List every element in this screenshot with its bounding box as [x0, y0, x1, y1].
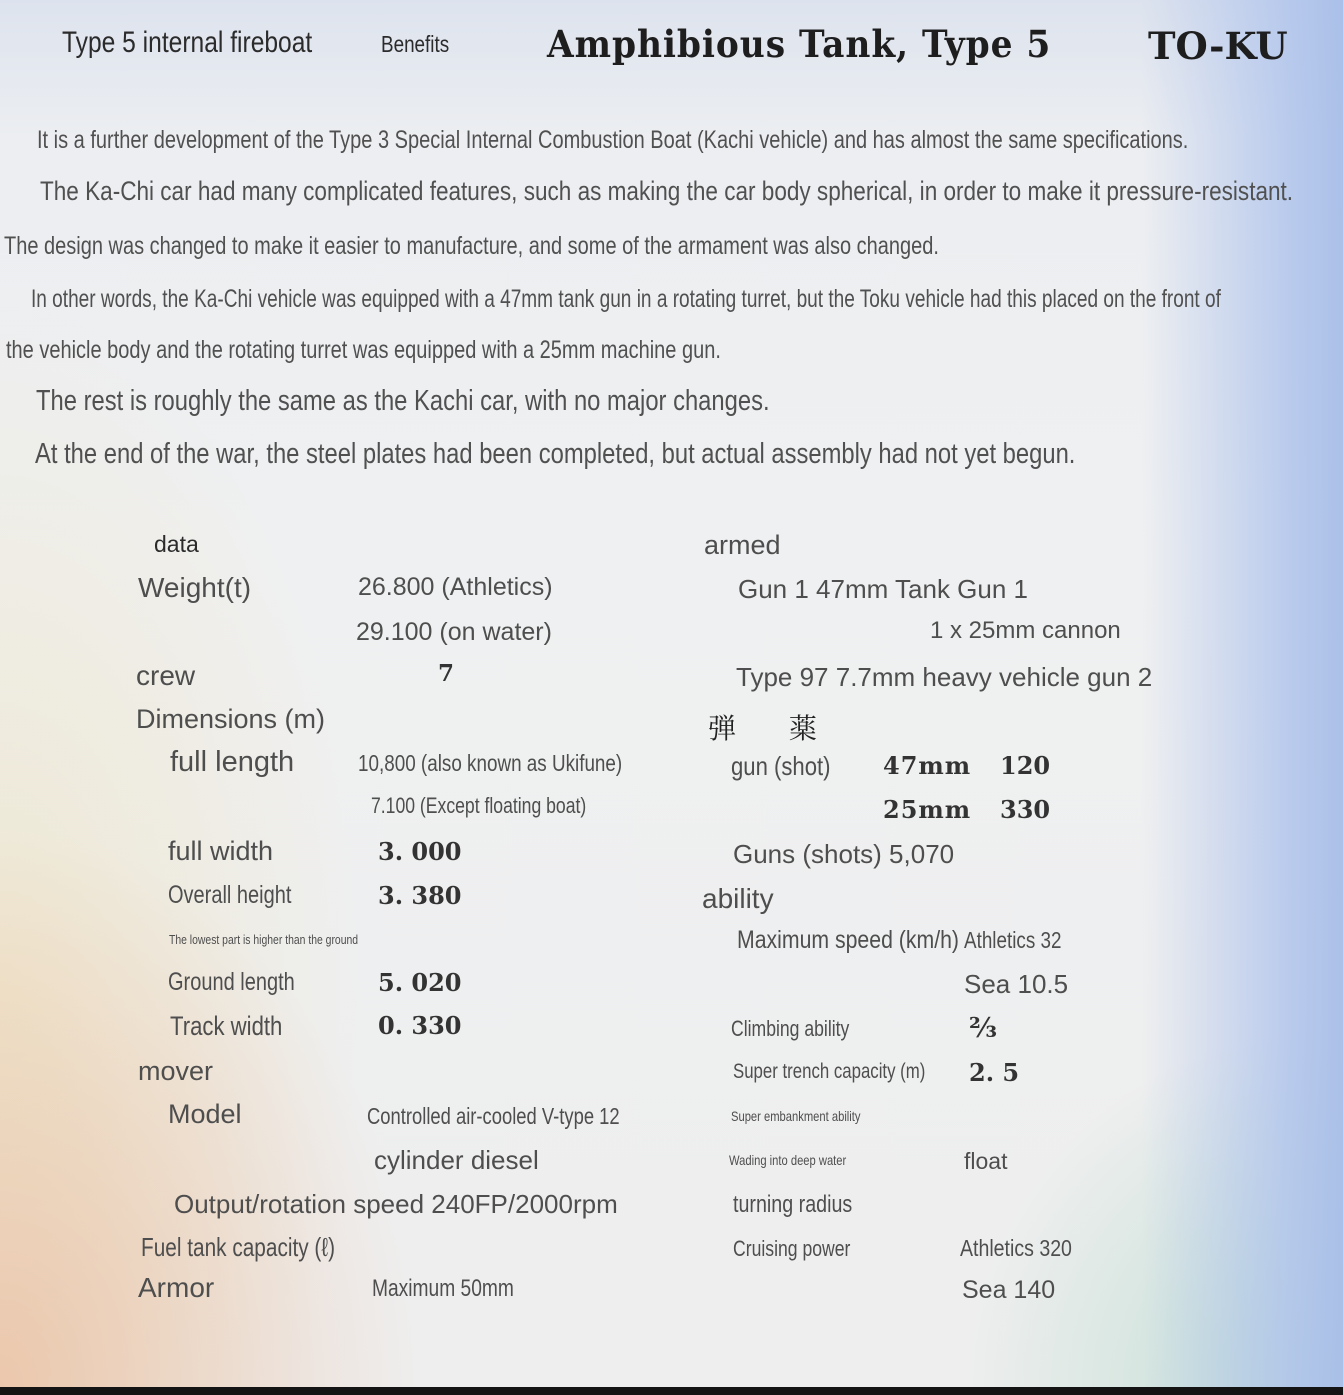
weight-water-value: 29.100 (on water)	[356, 618, 552, 646]
output-rotation: Output/rotation speed 240FP/2000rpm	[174, 1189, 618, 1219]
ability-heading: ability	[702, 883, 774, 914]
full-length-value-2: 7.100 (Except floating boat)	[371, 793, 587, 818]
full-length-value-1: 10,800 (also known as Ukifune)	[358, 750, 623, 776]
crew-value: 7	[438, 660, 455, 687]
header-left-title: Type 5 internal fireboat	[62, 26, 313, 59]
armor-label: Armor	[138, 1272, 215, 1303]
embankment-label: Super embankment ability	[731, 1108, 861, 1124]
track-width-label: Track width	[170, 1011, 283, 1041]
turning-radius-label: turning radius	[733, 1191, 853, 1218]
fuel-tank-label: Fuel tank capacity (ℓ)	[141, 1232, 335, 1262]
cannon: 1 x 25mm cannon	[930, 617, 1121, 644]
dimensions-label: Dimensions (m)	[136, 704, 326, 734]
overall-height-label: Overall height	[168, 881, 292, 909]
overall-height-value: 3. 380	[378, 881, 462, 910]
max-speed-land: Athletics 32	[964, 927, 1062, 953]
mover-label: mover	[138, 1056, 214, 1086]
gun-1: Gun 1 47mm Tank Gun 1	[738, 574, 1029, 604]
full-width-label: full width	[168, 836, 274, 866]
paragraph-4b: the vehicle body and the rotating turret was equipped with a 25mm machine gun.	[6, 336, 721, 364]
ground-clearance-label: The lowest part is higher than the ground	[169, 932, 359, 947]
paragraph-2: The Ka-Chi car had many complicated features, such as making the car body spherical, in order to make it pressure-resistant.	[40, 176, 1294, 206]
armor-value: Maximum 50mm	[372, 1275, 514, 1302]
track-width-value: 0. 330	[378, 1011, 462, 1040]
ammo-25-caliber: 25mm	[883, 795, 972, 824]
header-benefits: Benefits	[381, 31, 450, 57]
wading-value: float	[964, 1148, 1008, 1174]
crew-label: crew	[136, 660, 196, 691]
model-value-2: cylinder diesel	[374, 1145, 539, 1175]
weight-land-value: 26.800 (Athletics)	[358, 573, 553, 601]
page-title: Amphibious Tank, Type 5	[547, 22, 1052, 66]
ground-length-value: 5. 020	[378, 968, 462, 997]
paragraph-6: At the end of the war, the steel plates had been completed, but actual assembly had not yet begun.	[35, 438, 1076, 470]
wading-label: Wading into deep water	[729, 1152, 847, 1168]
trench-label: Super trench capacity (m)	[733, 1060, 926, 1083]
ammo-heading: 弾 薬	[708, 712, 839, 745]
model-label: Model	[168, 1099, 242, 1129]
bottom-border	[0, 1387, 1343, 1395]
ammo-25-count: 330	[1000, 795, 1051, 824]
weight-label: Weight(t)	[138, 572, 252, 603]
ground-length-label: Ground length	[168, 968, 295, 996]
armed-heading: armed	[704, 530, 781, 560]
ammo-47-caliber: 47mm	[883, 751, 972, 780]
data-heading: data	[154, 531, 199, 557]
ammo-47-count: 120	[1000, 751, 1051, 780]
full-length-label: full length	[170, 746, 295, 778]
paragraph-1: It is a further development of the Type 3 Special Internal Combustion Boat (Kachi vehicle) and has almost the same specifications.	[37, 126, 1189, 154]
machine-gun: Type 97 7.7mm heavy vehicle gun 2	[736, 662, 1153, 692]
paragraph-4a: In other words, the Ka-Chi vehicle was equipped with a 47mm tank gun in a rotating turret, but the Toku vehicle had this placed on the front of	[31, 285, 1221, 313]
max-speed-sea: Sea 10.5	[964, 969, 1069, 999]
climbing-value: ⅔	[969, 1013, 997, 1044]
cruising-land: Athletics 320	[960, 1235, 1072, 1261]
vehicle-code: TO-KU	[1148, 24, 1288, 68]
model-value-1: Controlled air-cooled V-type 12	[367, 1103, 620, 1129]
full-width-value: 3. 000	[378, 837, 462, 866]
gun-shot-label: gun (shot)	[731, 751, 831, 781]
paragraph-5: The rest is roughly the same as the Kachi car, with no major changes.	[36, 385, 770, 417]
trench-value: 2. 5	[969, 1058, 1020, 1087]
paragraph-3: The design was changed to make it easier to manufacture, and some of the armament was also changed.	[4, 232, 939, 260]
climbing-label: Climbing ability	[731, 1016, 850, 1041]
cruising-sea: Sea 140	[962, 1276, 1056, 1304]
guns-shots: Guns (shots) 5,070	[733, 839, 955, 869]
max-speed-label: Maximum speed (km/h)	[737, 926, 959, 954]
cruising-label: Cruising power	[733, 1236, 851, 1261]
